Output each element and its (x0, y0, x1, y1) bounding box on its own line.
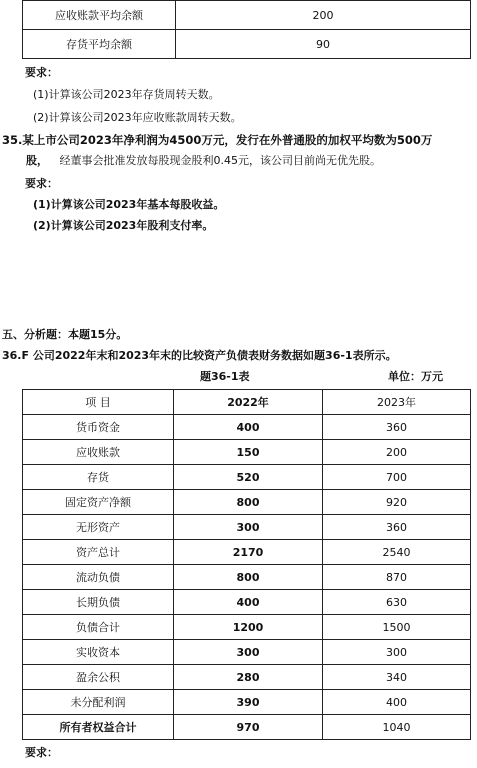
cell-2023: 1040 (323, 715, 471, 740)
cell-2023: 870 (323, 565, 471, 590)
table-row (23, 1, 471, 30)
cell-2023: 300 (323, 640, 471, 665)
table-row (23, 415, 471, 440)
table-row (23, 465, 471, 490)
cell-2023: 1500 (323, 615, 471, 640)
cell-2022: 970 (174, 715, 323, 740)
cell-item: 所有者权益合计 (23, 715, 174, 740)
cell-2022: 150 (174, 440, 323, 465)
header-2022: 2022年 (174, 390, 323, 415)
cell-2023: 340 (323, 665, 471, 690)
cell-2022: 390 (174, 690, 323, 715)
cell-2022: 400 (174, 415, 323, 440)
q36-requirements-label: 要求： (25, 746, 58, 759)
cell-item: 存货 (23, 465, 174, 490)
table-row (23, 30, 471, 59)
row-label: 应收账款平均余额 (23, 1, 176, 30)
section-5-heading: 五、分析题：本题15分。 (2, 328, 128, 341)
cell-item: 长期负债 (23, 590, 174, 615)
cell-2023: 200 (323, 440, 471, 465)
header-item: 项 目 (23, 390, 174, 415)
row-value: 90 (176, 30, 471, 59)
cell-2022: 280 (174, 665, 323, 690)
cell-2022: 300 (174, 640, 323, 665)
q35-item-2: (2)计算该公司2023年股利支付率。 (33, 219, 214, 232)
header-2023: 2023年 (323, 390, 471, 415)
cell-2022: 2170 (174, 540, 323, 565)
cell-item: 实收资本 (23, 640, 174, 665)
q35-item-1: (1)计算该公司2023年基本每股收益。 (33, 198, 225, 211)
ratio-data-table (22, 0, 471, 59)
q34-item-1: (1)计算该公司2023年存货周转天数。 (33, 88, 220, 101)
cell-item: 流动负债 (23, 565, 174, 590)
q35-line-2-start: 股， (26, 154, 48, 167)
table-row (23, 590, 471, 615)
table-row (23, 515, 471, 540)
cell-2022: 300 (174, 515, 323, 540)
balance-sheet-table (22, 389, 471, 740)
table-row (23, 715, 471, 740)
cell-2023: 360 (323, 415, 471, 440)
q35-line-1: 35.某上市公司2023年净利润为4500万元，发行在外普通股的加权平均数为500万 (2, 133, 433, 147)
cell-2022: 1200 (174, 615, 323, 640)
cell-2022: 800 (174, 490, 323, 515)
cell-item: 负债合计 (23, 615, 174, 640)
table-row (23, 490, 471, 515)
cell-item: 固定资产净额 (23, 490, 174, 515)
table-row (23, 540, 471, 565)
cell-2023: 630 (323, 590, 471, 615)
table-row (23, 640, 471, 665)
q35-requirements-label: 要求： (25, 177, 58, 190)
cell-2023: 360 (323, 515, 471, 540)
row-value: 200 (176, 1, 471, 30)
cell-item: 无形资产 (23, 515, 174, 540)
cell-2023: 700 (323, 465, 471, 490)
cell-2023: 2540 (323, 540, 471, 565)
table-row (23, 665, 471, 690)
table-header-row (23, 390, 471, 415)
table-row (23, 565, 471, 590)
cell-item: 应收账款 (23, 440, 174, 465)
cell-2022: 520 (174, 465, 323, 490)
cell-item: 盈余公积 (23, 665, 174, 690)
q35-line-2 (26, 152, 381, 168)
cell-item: 货币资金 (23, 415, 174, 440)
q36-intro: 36.F 公司2022年末和2023年末的比较资产负债表财务数据如题36-1表所示。 (2, 349, 397, 362)
table-caption: 题36-1表 (200, 370, 250, 383)
cell-2022: 400 (174, 590, 323, 615)
cell-2022: 800 (174, 565, 323, 590)
row-label: 存货平均余额 (23, 30, 176, 59)
q34-requirements-label: 要求： (25, 66, 58, 79)
table-unit: 单位：万元 (388, 370, 443, 383)
q34-item-2: (2)计算该公司2023年应收账款周转天数。 (33, 111, 242, 124)
q35-line-2-rest: 经董事会批准发放每股现金股利0.45元，该公司目前尚无优先股。 (59, 154, 381, 167)
cell-item: 未分配利润 (23, 690, 174, 715)
table-row (23, 690, 471, 715)
cell-2023: 400 (323, 690, 471, 715)
table-row (23, 615, 471, 640)
cell-item: 资产总计 (23, 540, 174, 565)
cell-2023: 920 (323, 490, 471, 515)
table-row (23, 440, 471, 465)
